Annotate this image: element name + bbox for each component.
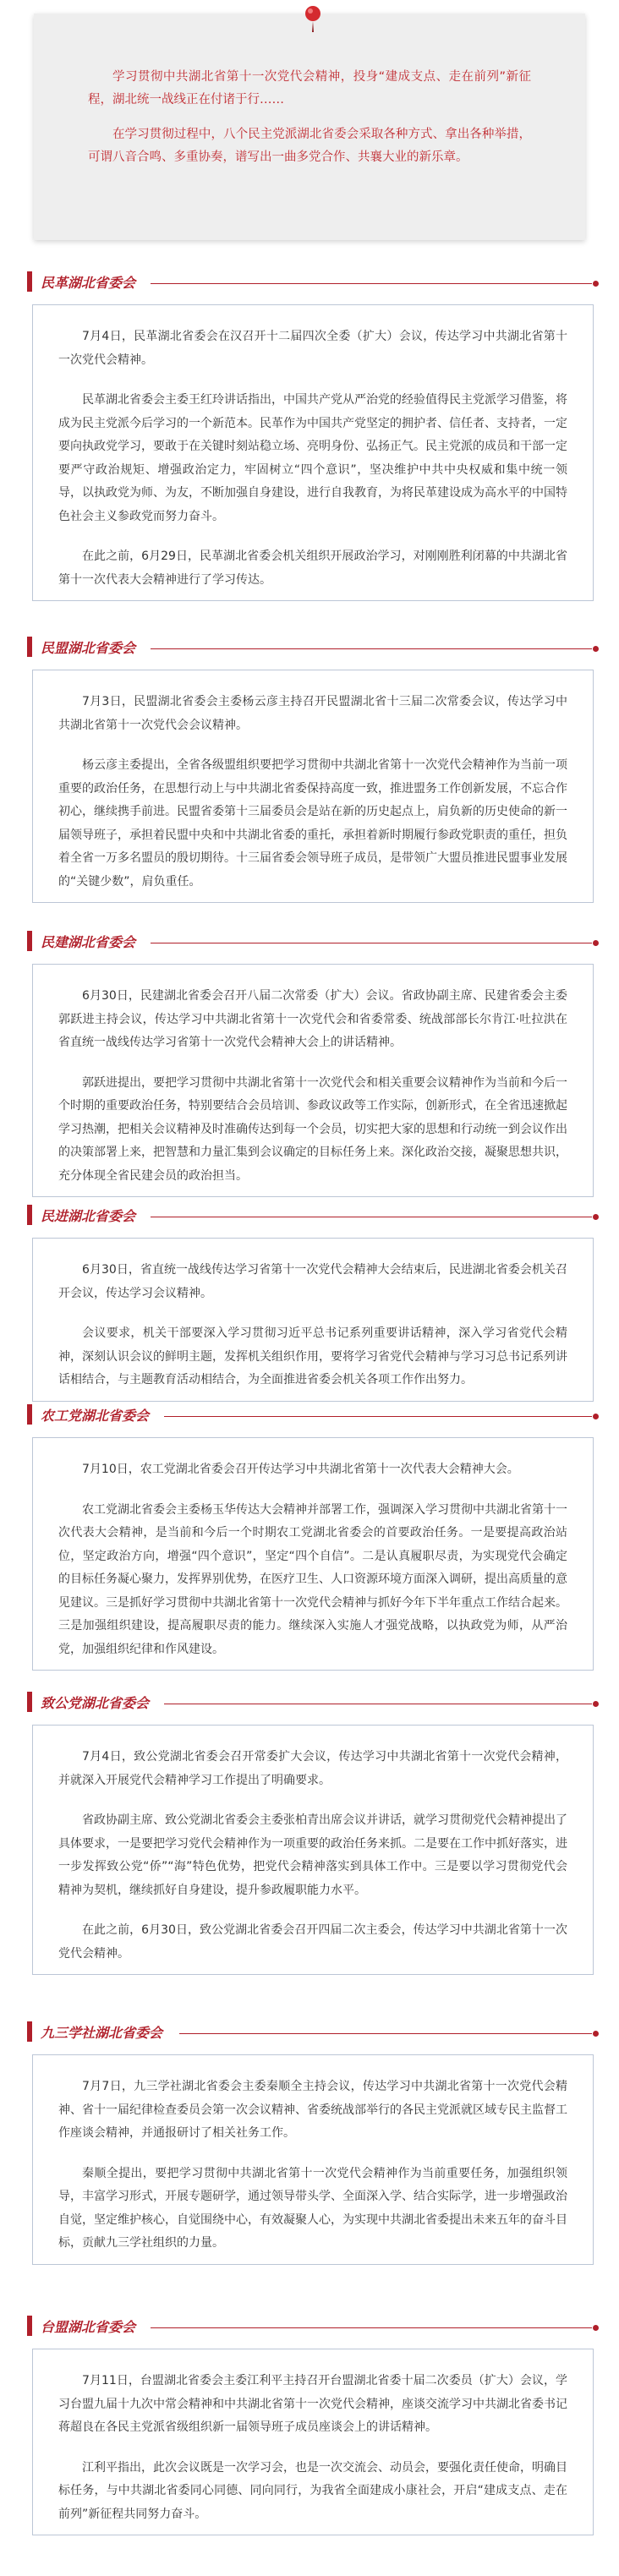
section-header <box>27 2021 599 2044</box>
section-rule-dot <box>593 2325 599 2331</box>
section-taimeng <box>27 2315 599 2521</box>
section-minjian <box>27 930 599 1183</box>
section-content-box <box>32 304 594 601</box>
paragraph: 郭跃进提出，要把学习贯彻中共湖北省第十一次党代会和相关重要会议精神作为当前和今后一个时期的重要政治任务，特别要结合会员培训、参政议政等工作实际，创新形式，在全省迅速掀起学习热潮，把相关会议精神及时准确传达到每一个会员，切实把大家的思想和行动统一到会议作出的决策部署上来，把智慧和力量汇集到会议确定的目标任务上来。深化政治交接，凝聚思想共识，充分体现全省民建会员的政治担当。 <box>58 1075 567 1183</box>
section-header <box>27 930 599 954</box>
section-rule-dot <box>593 1414 599 1419</box>
section-rule-dot <box>593 1701 599 1707</box>
section-rule-line <box>151 2327 592 2328</box>
paragraph: 在此之前，6月29日，民革湖北省委会机关组织开展政治学习，对刚刚胜利闭幕的中共湖北省第十一次代表大会精神进行了学习传达。 <box>58 550 567 587</box>
section-title: 台盟湖北省委会 <box>41 2319 136 2335</box>
section-marker-bar <box>27 2021 32 2042</box>
section-header <box>27 1403 599 1427</box>
paragraph: 7月3日，民盟湖北省委会主委杨云彦主持召开民盟湖北省十三届二次常委会议，传达学习中共湖北省第十一次党代会会议精神。 <box>58 695 567 732</box>
section-rule-line <box>179 2033 592 2034</box>
section-title: 民盟湖北省委会 <box>41 640 136 656</box>
section-rule-dot <box>593 2031 599 2037</box>
section-rule-dot <box>593 1214 599 1220</box>
section-rule-line <box>151 283 592 284</box>
section-header <box>27 1691 599 1715</box>
section-jiusan <box>27 2021 599 2250</box>
section-marker-bar <box>27 1205 32 1225</box>
paragraph: 7月4日，致公党湖北省委会召开常委扩大会议，传达学习中共湖北省第十一次党代会精神，并就深入开展党代会精神学习工作提出了明确要求。 <box>58 1750 567 1787</box>
section-marker-bar <box>27 931 32 951</box>
paragraph: 杨云彦主委提出，全省各级盟组织要把学习贯彻中共湖北省第十一次党代会精神作为当前一项重要的政治任务，在思想行动上与中共湖北省委保持高度一致，推进盟务工作创新发展，不忘合作初心，继续携手前进。民盟省委第十三届委员会是站在新的历史起点上，肩负新的历史使命的新一届领导班子，承担着民盟中央和中共湖北省委的重托，承担着新时期履行参政党职责的重任，担负着全省一万多名盟员的殷切期待。十三届省委会领导班子成员，是带领广大盟员推进民盟事业发展的“关键少数”，肩负重任。 <box>58 758 567 889</box>
section-minjin <box>27 1204 599 1386</box>
paragraph: 农工党湖北省委会主委杨玉华传达大会精神并部署工作，强调深入学习贯彻中共湖北省第十一次代表大会精神，是当前和今后一个时期农工党湖北省委会的首要政治任务。一是要提高政治站位，坚定政治方向，增强“四个意识”，坚定“四个自信”。二是认真履职尽责，为实现党代会确定的目标任务凝心聚力，发挥界别优势，在医疗卫生、人口资源环境方面深入调研，提出高质量的意见建议。三是抓好学习贯彻中共湖北省第十一次党代会精神与抓好今年下半年重点工作结合起来。三是加强组织建设，提高履职尽责的能力。继续深入实施人才强党战略，以执政党为师，从严治党，加强组织纪律和作风建设。 <box>58 1502 567 1656</box>
section-content-box <box>32 1437 594 1671</box>
section-rule-line <box>151 648 592 649</box>
section-content-box <box>32 2349 594 2535</box>
paragraph: 民革湖北省委会主委王红玲讲话指出，中国共产党从严治党的经验值得民主党派学习借鉴，将成为民主党派今后学习的一个新范本。民革作为中国共产党坚定的拥护者、信任者、支持者，一定要向执政党学习，要敢于在关键时刻站稳立场、亮明身份、弘扬正气。民主党派的成员和干部一定要严守政治规矩、增强政治定力，牢固树立“四个意识”，坚决维护中共中央权威和集中统一领导，以执政党为师、为友，不断加强自身建设，进行自我教育，为将民革建设成为高水平的中国特色社会主义参政党而努力奋斗。 <box>58 393 567 523</box>
section-rule-dot <box>593 646 599 652</box>
section-title: 民革湖北省委会 <box>41 275 136 291</box>
section-content-box <box>32 2054 594 2265</box>
section-header <box>27 271 599 294</box>
section-minmeng <box>27 636 599 889</box>
paragraph: 省政协副主席、致公党湖北省委会主委张柏青出席会议并讲话，就学习贯彻党代会精神提出了具体要求，一是要把学习党代会精神作为一项重要的政治任务来抓。二是要在工作中抓好落实，进一步发挥致公党“侨”“海”特色优势，把党代会精神落实到具体工作中。三是要以学习贯彻党代会精神为契机，继续抓好自身建设，提升参政履职能力水平。 <box>58 1813 567 1897</box>
section-title: 民进湖北省委会 <box>41 1208 136 1224</box>
section-content-box <box>32 964 594 1197</box>
section-content-box <box>32 1238 594 1402</box>
section-marker-bar <box>27 1692 32 1712</box>
paragraph: 7月4日，民革湖北省委会在汉召开十二届四次全委（扩大）会议，传达学习中共湖北省第十一次党代会精神。 <box>58 330 567 367</box>
section-marker-bar <box>27 271 32 292</box>
section-marker-bar <box>27 637 32 657</box>
section-minge <box>27 271 599 587</box>
section-zhigong <box>27 1691 599 1961</box>
paragraph: 秦顺全提出，要把学习贯彻中共湖北省第十一次党代会精神作为当前重要任务，加强组织领导，丰富学习形式，开展专题研学，通过领导带头学、全面深入学、结合实际学，进一步增强政治自觉，坚定维护核心，自觉围绕中心，有效凝聚人心，为实现中共湖北省委提出未来五年的奋斗目标，贡献九三学社组织的力量。 <box>58 2166 567 2250</box>
section-rule-dot <box>593 281 599 287</box>
paragraph: 7月10日，农工党湖北省委会召开传达学习中共湖北省第十一次代表大会精神大会。 <box>82 1463 519 1476</box>
paragraph: 6月30日，省直统一战线传达学习省第十一次党代会精神大会结束后，民进湖北省委会机关召开会议，传达学习会议精神。 <box>58 1263 567 1300</box>
paragraph: 在此之前，6月30日，致公党湖北省委会召开四届二次主委会，传达学习中共湖北省第十一次党代会精神。 <box>58 1923 567 1961</box>
section-title: 民建湖北省委会 <box>41 934 136 950</box>
paragraph: 6月30日，民建湖北省委会召开八届二次常委（扩大）会议。省政协副主席、民建省委会主委郭跃进主持会议，传达学习中共湖北省第十一次党代会和省委常委、统战部部长尔肯江·吐拉洪在省直统一战线传达学习省第十一次党代会精神大会上的讲话精神。 <box>58 989 567 1049</box>
section-header <box>27 2315 599 2338</box>
section-header <box>27 636 599 659</box>
section-content-box <box>32 1725 594 1975</box>
paragraph: 7月7日，九三学社湖北省委会主委秦顺全主持会议，传达学习中共湖北省第十一次党代会精神、省十一届纪律检查委员会第一次会议精神、省委统战部举行的各民主党派就区域专民主监督工作座谈会精神，并通报研讨了相关社务工作。 <box>58 2080 567 2140</box>
section-rule-dot <box>593 940 599 946</box>
section-title: 农工党湖北省委会 <box>41 1408 150 1424</box>
section-marker-bar <box>27 2316 32 2336</box>
intro-paragraph: 在学习贯彻过程中，八个民主党派湖北省委会采取各种方式、拿出各种举措，可谓八音合鸣、多重协奏，谱写出一曲多党合作、共襄大业的新乐章。 <box>88 128 531 164</box>
section-marker-bar <box>27 1404 32 1425</box>
intro-card <box>34 14 585 240</box>
paragraph: 江利平指出，此次会议既是一次学习会，也是一次交流会、动员会，要强化责任使命，明确目标任务，与中共湖北省委同心同德、同向同行，为我省全面建成小康社会，开启“建成支点、走在前列”新征程共同努力奋斗。 <box>58 2460 567 2521</box>
section-nonggong <box>27 1403 599 1656</box>
section-title: 致公党湖北省委会 <box>41 1695 150 1711</box>
paragraph: 会议要求，机关干部要深入学习贯彻习近平总书记系列重要讲话精神，深入学习省党代会精神，深刻认识会议的鲜明主题，发挥机关组织作用，要将学习省党代会精神与学习习总书记系列讲话相结合，与主题教育活动相结合，为全面推进省委会机关各项工作作出努力。 <box>58 1326 567 1386</box>
paragraph: 7月11日，台盟湖北省委会主委江利平主持召开台盟湖北省委十届二次委员（扩大）会议，学习台盟九届十九次中常会精神和中共湖北省第十一次党代会精神，座谈交流学习中共湖北省委书记蒋超良在各民主党派省级组织新一届领导班子成员座谈会上的讲话精神。 <box>58 2374 567 2434</box>
section-rule-line <box>164 1416 592 1417</box>
intro-paragraph: 学习贯彻中共湖北省第十一次党代会精神，投身“建成支点、走在前列”新征程，湖北统一战线正在付诸于行…… <box>88 70 531 107</box>
section-content-box <box>32 670 594 903</box>
pushpin-icon <box>303 5 323 34</box>
section-header <box>27 1204 599 1228</box>
section-title: 九三学社湖北省委会 <box>41 2025 163 2041</box>
